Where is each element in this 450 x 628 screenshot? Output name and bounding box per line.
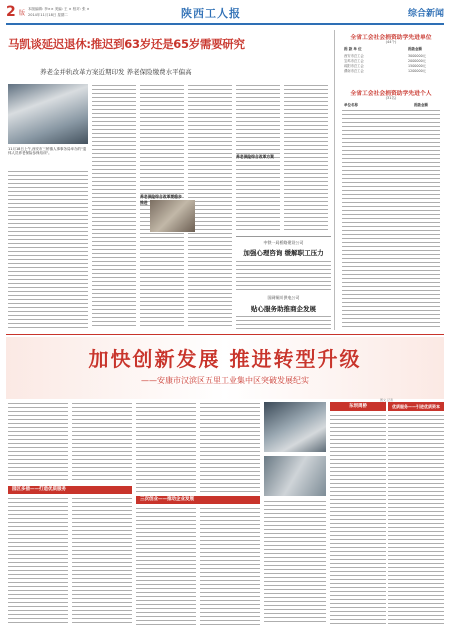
mid-article-2-kicker: 国网铜川供电公司 [267,295,300,300]
mid-divider [236,236,331,237]
right-box-2-subtitle: (31名) [385,96,397,100]
second-photo [150,200,195,232]
section-name: 综合新闻 [407,9,444,19]
date-line: 2014年11月18日 星期二 [28,13,68,17]
masthead: 陕西工人报 [181,7,241,20]
right-box-1-col1: 捐 款 单 位 [344,47,362,51]
main-headline: 马凯谈延迟退休:推迟到63岁还是65岁需要研究 [8,37,245,51]
page-credit: 图文 记者 [380,398,393,402]
right-box-1-row: 2000000元 [408,59,426,63]
right-box-2-col2: 捐款金额 [414,103,428,107]
right-box-1-title: 全省工会社会捐资助学先进单位 [350,35,432,41]
side-kicker-2: 三次创业——推动企业发展 [136,496,260,504]
right-box-1 [338,32,444,84]
page-unit: 版 [19,10,26,17]
banner-title: 加快创新发展 推进转型升级 [88,347,362,371]
right-box-1-row: 西安市总工会 [344,54,364,58]
right-box-1-row: 咸阳市总工会 [344,64,364,68]
banner [6,337,444,399]
right-box-2-title: 全省工会社会捐资助学先进个人 [350,91,432,97]
lower-photo-2 [264,456,326,496]
photo-caption: 11月18日上午,西安市三桥镇人事事务局举办的"退休人员养老保险参保培训"。 [8,147,87,156]
meta-line: 本版编辑: 李×× 美编: 王 × 校对: 张 × [28,7,90,11]
header-rule [6,23,444,25]
right-box-1-col2: 捐款金额 [408,47,422,51]
lower-text-col9 [264,500,326,625]
sidebar-tag-2: 优质服务——引进优质资本 [388,402,444,411]
side-kicker-1: 园区多措——打造优质服务 [8,486,132,494]
lower-text-col7 [136,507,196,625]
inner-heading-1: 养老保险综合改革要稳步推进 [140,194,182,205]
right-box-2-col1: 单位名称 [344,103,358,107]
lower-text-col5 [8,497,68,625]
right-box-1-row: 宝鸡市总工会 [344,59,364,63]
main-subheadline: 养老金并轨改革方案近期印发 养老保险缴费水平偏高 [40,68,192,76]
article-text-col1 [92,84,136,329]
lower-text-col2 [72,402,132,482]
mid-article-1-title: 加强心理咨询 缓解职工压力 [243,249,324,257]
sidebar-tag-1: 东坝周桥 [330,402,386,411]
right-box-1-row: 3000000元 [408,54,426,58]
right-box-1-row: 1500000元 [408,64,426,68]
right-box-2-list [342,109,440,327]
lower-text-col1 [8,402,68,482]
mid-article-1-text [236,260,331,290]
lower-right-col1 [330,414,386,625]
right-box-1-row: 1200000元 [408,69,426,73]
inner-heading-2: 养老保险综合改革方案 [236,154,274,159]
article-text-col0 [8,170,88,330]
banner-subtitle: ——安康市汉滨区五里工业集中区突破发展纪实 [141,376,309,385]
right-box-1-row: 渭南市总工会 [344,69,364,73]
right-box-2 [338,88,444,330]
page-header [6,4,444,22]
banner-top-rule [6,334,444,335]
right-box-1-subtitle: (44个) [385,40,397,44]
lower-text-col8 [200,507,260,625]
lower-right-col2 [388,414,444,625]
mid-article-2-title: 贴心服务助推商企发展 [251,305,316,313]
lower-text-col4 [200,402,260,492]
lower-photo-1 [264,402,326,452]
lower-text-col6 [72,497,132,625]
page-number: 2 [6,4,16,20]
mid-article-1-kicker: 中铁一局桥路建设公司 [263,240,304,245]
right-column-divider [334,30,335,330]
lower-text-col3 [136,402,196,492]
mid-article-2-text [236,315,331,330]
lead-photo [8,84,88,144]
